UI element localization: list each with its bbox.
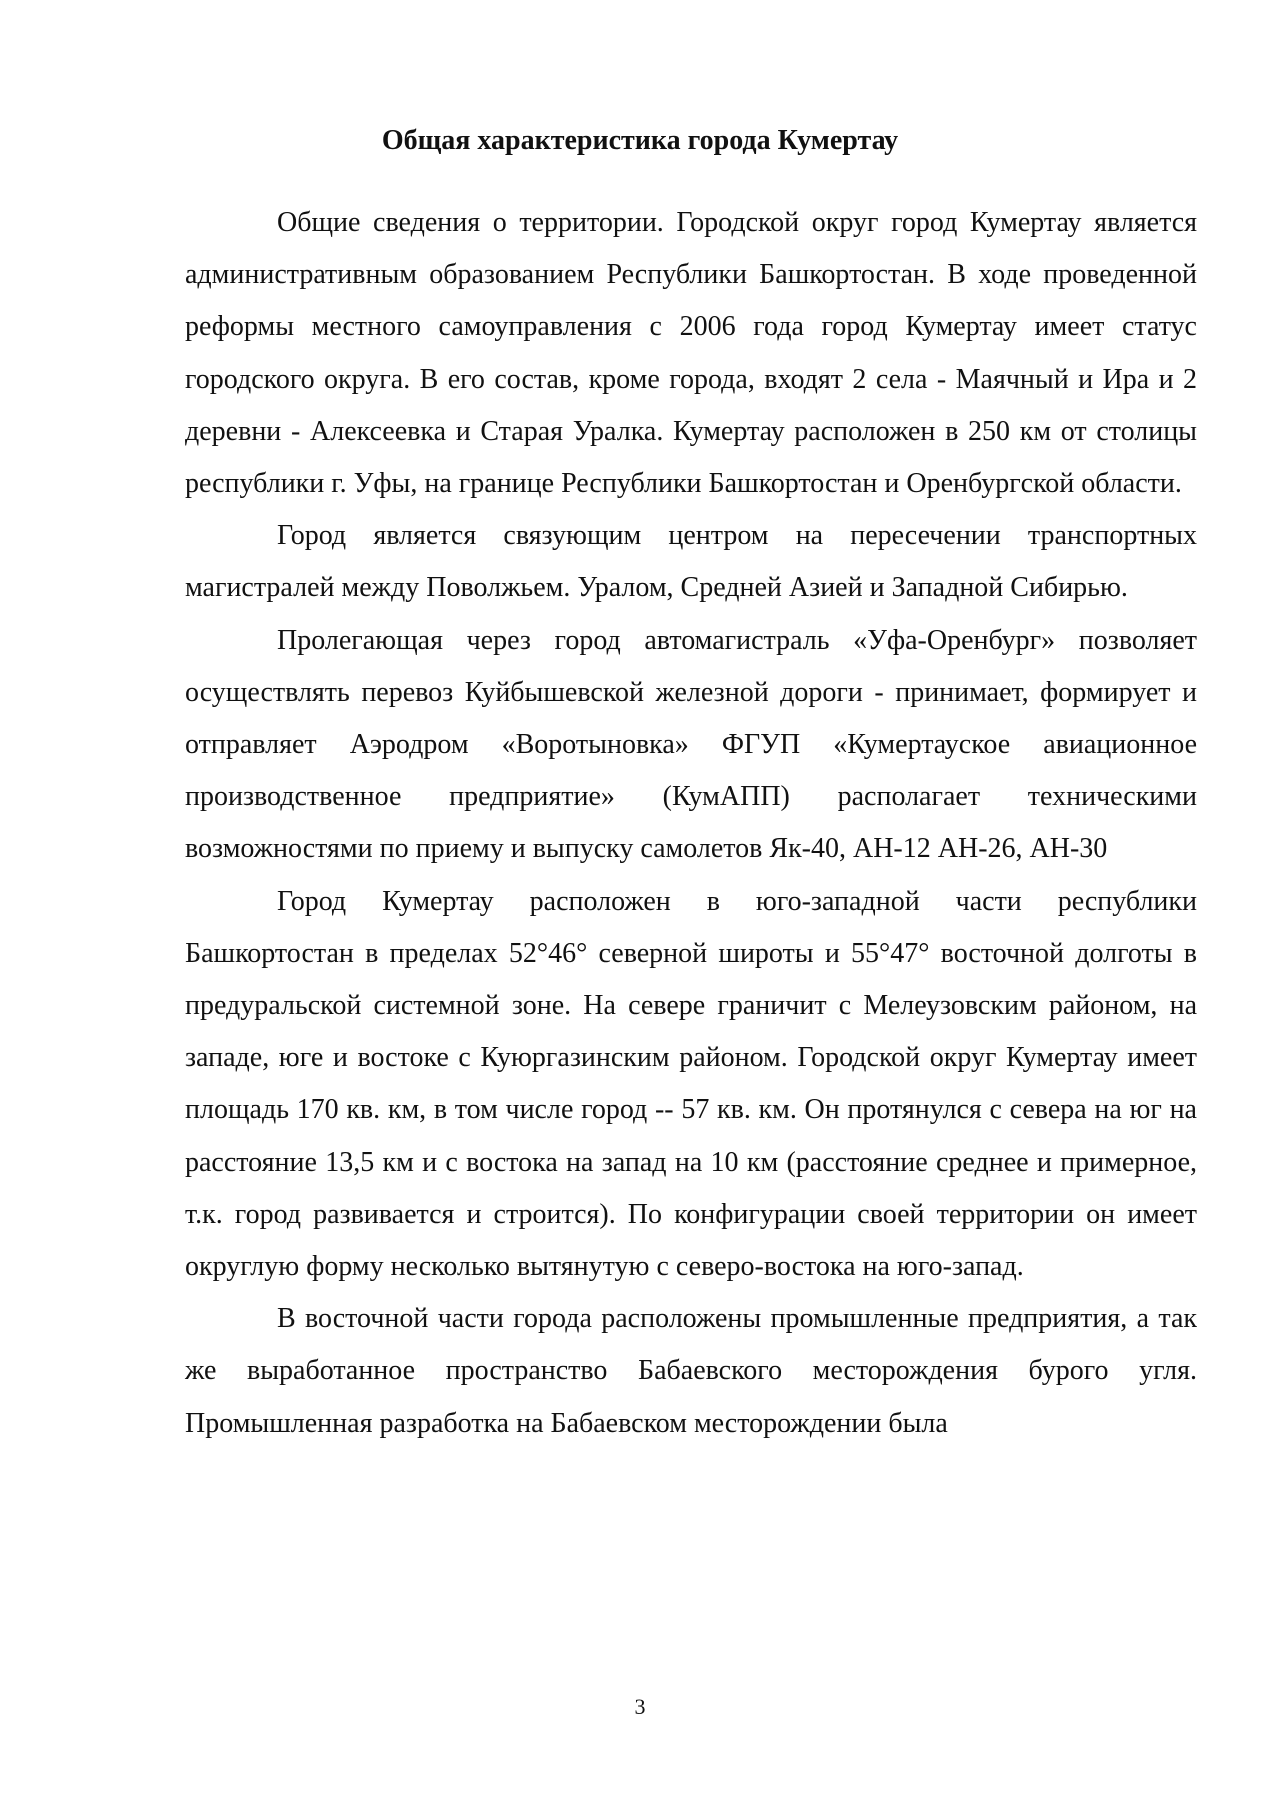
document-body (185, 197, 1197, 1450)
page-title: Общая характеристика города Кумертау (381, 125, 899, 156)
paragraph-industry: В восточной части города расположены промышленные предприятия, а так же выработанное пространство Бабаевского месторождения бурого угля. Промышленная разработка на Бабаевском месторождении была (185, 1303, 1197, 1439)
paragraph-highway-airfield: Пролегающая через город автомагистраль «Уфа-Оренбург» позволяет осуществлять перевоз Куйбышевской железной дороги - принимает, формирует и отправляет Аэродром «Воротыновка» ФГУП «Кумертауское авиационное производственное предприятие» (КумАПП) располагает техническими возможностями по приему и выпуску самолетов Як-40, АН-12 АН-26, АН-30 (185, 624, 1197, 865)
paragraph-geography: Город Кумертау расположен в юго-западной части республики Башкортостан в пределах 52°46° северной широты и 55°47° восточной долготы в предуральской системной зоне. На севере граничит с Мелеузовским районом, на западе, юге и востоке с Куюргазинским районом. Городской округ Кумертау имеет площадь 170 кв. км, в том числе город -- 57 кв. км. Он протянулся с севера на юг на расстояние 13,5 км и с востока на запад на 10 км (расстояние среднее и примерное, т.к. город развивается и строится). По конфигурации своей территории он имеет округлую форму несколько вытянутую с северо-востока на юго-запад. (185, 885, 1197, 1283)
paragraph-general-info: Общие сведения о территории. Городской округ город Кумертау является административным образованием Республики Башкортостан. В ходе проведенной реформы местного самоуправления с 2006 года город Кумертау имеет статус городского округа. В его состав, кроме города, входят 2 села - Маячный и Ира и 2 деревни - Алексеевка и Старая Уралка. Кумертау расположен в 250 км от столицы республики г. Уфы, на границе Республики Башкортостан и Оренбургской области. (185, 207, 1197, 500)
paragraph-transport-hub: Город является связующим центром на пересечении транспортных магистралей между Поволжьем. Уралом, Средней Азией и Западной Сибирью. (185, 520, 1197, 604)
page-number: 3 (634, 1694, 646, 1719)
